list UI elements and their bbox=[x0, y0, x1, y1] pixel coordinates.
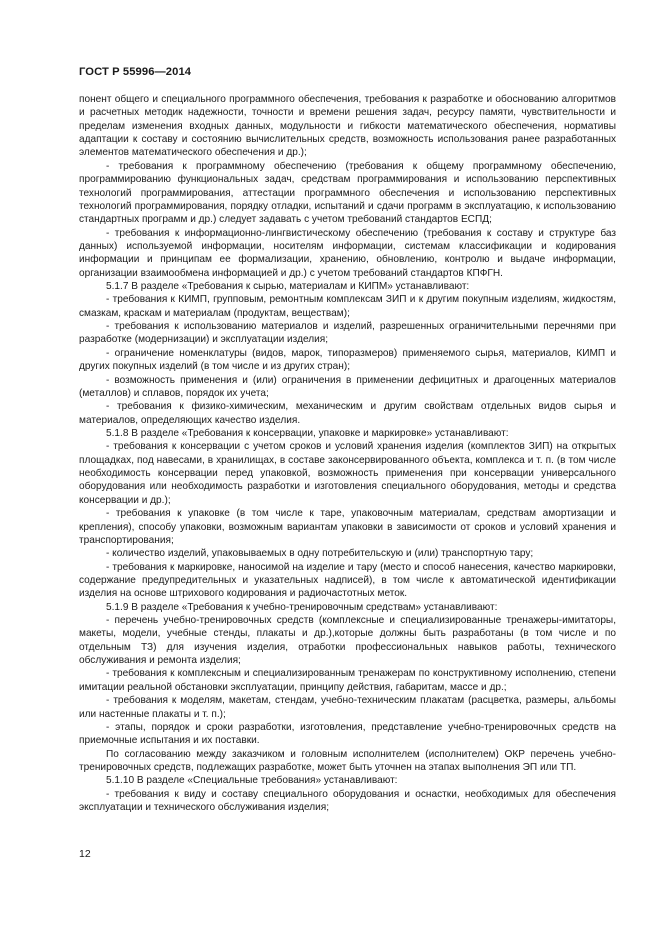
paragraph: - ограничение номенклатуры (видов, марок, типоразмеров) применяемого сырья, материалов, КИМП и других покупных изделий (в том числе и из других стран); bbox=[79, 347, 616, 373]
paragraph: 5.1.8 В разделе «Требования к консервации, упаковке и маркировке» устанавливают: bbox=[106, 427, 509, 439]
paragraph: понент общего и специального программного обеспечения, требования к разработке и обоснованию алгоритмов и расчетных методик надежности, точности и времени решения задач, ресурсу памяти, чувствительности и пределам изменения входных данных, модульности и гибкости математического обеспечения, нормативы адаптации к составу и состоянию вычислительных средств, возможность использования ранее разработанных элементов математического обеспечения и др.); bbox=[79, 94, 616, 159]
paragraph: - требования к консервации с учетом сроков и условий хранения изделия (комплектов ЗИП) на открытых площадках, под навесами, в хранилищах, в составе законсервированного объекта, комплекса и т. п. (в том числе необходимость консервации перед упаковкой, возможность применения при консервации универсального оборудования или необходимость разработки и изготовления специального оборудования, методы и средства консервации и др.); bbox=[79, 441, 616, 506]
paragraph: По согласованию между заказчиком и головным исполнителем (исполнителем) ОКР перечень учебно-тренировочных средств, подлежащих разработке, может быть уточнен на этапах выполнения ЭП или ТП. bbox=[79, 748, 616, 773]
paragraph: - требования к моделям, макетам, стендам, учебно-техническим плакатам (расцветка, размеры, альбомы или настенные плакаты и т. п.); bbox=[79, 695, 616, 720]
paragraph: - перечень учебно-тренировочных средств (комплексные и специализированные тренажеры-имитаторы, макеты, модели, учебные стенды, плакаты и др.),которые должны быть разработаны (в том числе и по отдельным ТЗ) для изучения изделия, отработки профессиональных навыков работы, технического обслуживания и ремонта изделия; bbox=[79, 615, 616, 667]
paragraph: - требования к виду и составу специального оборудования и оснастки, необходимых для обеспечения эксплуатации и технического обслуживания изделия; bbox=[79, 788, 616, 814]
paragraph: - требования к информационно-лингвистическому обеспечению (требования к составу и структуре баз данных) используемой информации, носителям информации, системам классификации и кодирования информации и принципам ее формализации, хранению, обновлению, контролю и выдаче информации, организации взаимообмена информацией и др.) с учетом требований стандартов КПФГН. bbox=[79, 227, 616, 279]
paragraph: - требования к программному обеспечению (требования к общему программному обеспечению, программированию функциональных задач, средствам программирования и использованию перспективных технологий программирования, аттестации программного обеспечения и использованию перспективных технологий программирования, порядку отладки, испытаний и сдачи программ в эксплуатацию, к использованию стандартных программ и др.) следует задавать с учетом требований стандартов ЕСПД; bbox=[79, 160, 616, 226]
paragraph: - этапы, порядок и сроки разработки, изготовления, представление учебно-тренировочных средств на приемочные испытания и их поставки. bbox=[79, 721, 616, 747]
document-body bbox=[79, 93, 616, 814]
paragraph: - требования к использованию материалов и изделий, разрешенных ограничительными перечнями при разработке (модернизации) и эксплуатации изделия; bbox=[79, 321, 616, 346]
paragraph: - возможность применения и (или) ограничения в применении дефицитных и драгоценных материалов (металлов) и сплавов, порядок их учета; bbox=[79, 374, 616, 399]
page-number: 12 bbox=[79, 848, 91, 860]
paragraph: - количество изделий, упаковываемых в одну потребительскую и (или) транспортную тару; bbox=[106, 548, 534, 560]
paragraph: - требования к комплексным и специализированным тренажерам по конструктивному исполнению, степени имитации реальной обстановки эксплуатации, принципу действия, габаритам, массе и др.; bbox=[79, 668, 616, 693]
paragraph: - требования к упаковке (в том числе к таре, упаковочным материалам, средствам амортизации и крепления), способу упаковки, возможным вариантам упаковки в зависимости от сроков и условий хранения и транспортирования; bbox=[79, 508, 616, 546]
page-header: ГОСТ Р 55996—2014 bbox=[79, 66, 192, 78]
paragraph: 5.1.10 В разделе «Специальные требования» устанавливают: bbox=[106, 775, 398, 787]
paragraph: - требования к маркировке, наносимой на изделие и тару (место и способ нанесения, качество маркировки, содержание предупредительных и указательных надписей), в том числе к автоматической идентификации изделия на основе штрихового кодирования и радиочастотных меток. bbox=[79, 561, 616, 600]
paragraph: - требования к КИМП, групповым, ремонтным комплексам ЗИП и к другим покупным изделиям, жидкостям, смазкам, краскам и материалам (продуктам, веществам); bbox=[79, 294, 616, 319]
paragraph: - требования к физико-химическим, механическим и другим свойствам отдельных видов сырья и материалов, определяющих качество изделия. bbox=[79, 401, 616, 426]
paragraph: 5.1.9 В разделе «Требования к учебно-тренировочным средствам» устанавливают: bbox=[106, 601, 498, 613]
paragraph: 5.1.7 В разделе «Требования к сырью, материалам и КИПМ» устанавливают: bbox=[106, 281, 470, 293]
